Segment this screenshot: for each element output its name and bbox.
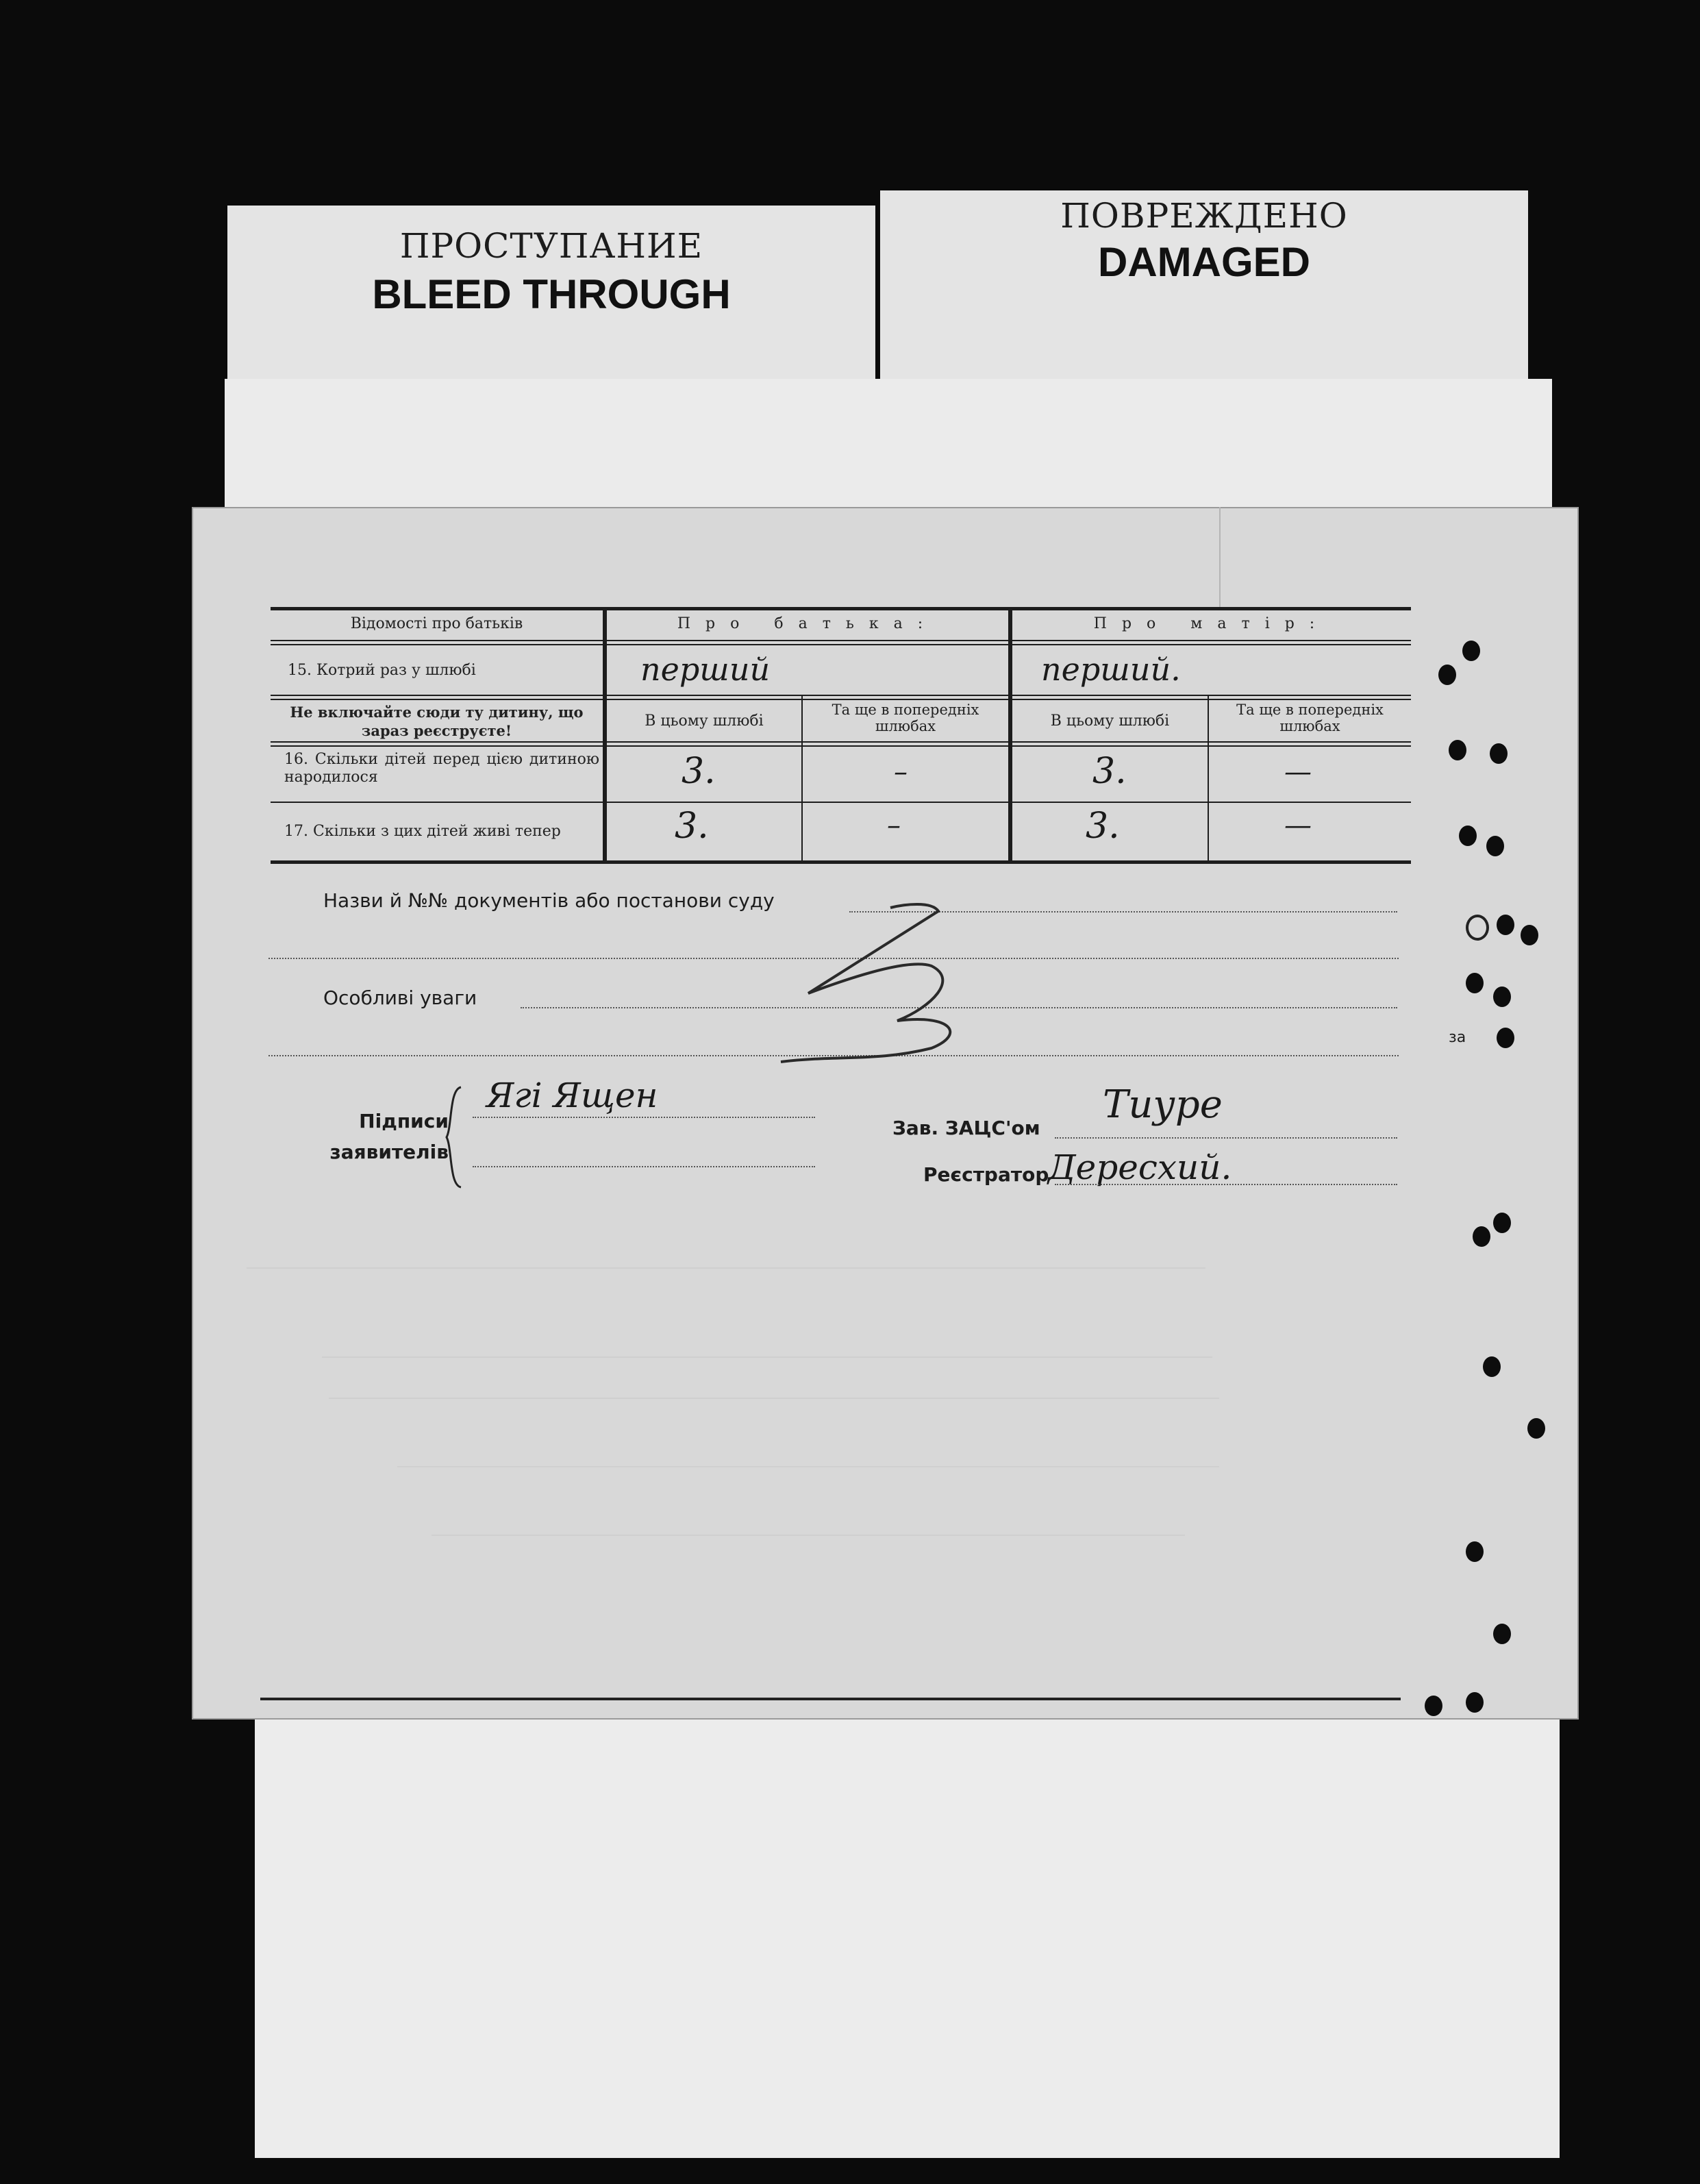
sub-previous-mother: Та ще в попередніх шлюбах <box>1236 702 1384 734</box>
row16-father-prev: – <box>894 756 908 788</box>
table-rule <box>271 699 1411 700</box>
row16-mother-prev: — <box>1284 756 1312 788</box>
punch-hole <box>1493 1213 1511 1233</box>
table-rule <box>271 802 1411 803</box>
punch-hole <box>1466 1541 1484 1562</box>
applicant-signature: Ягі Ящен <box>486 1076 658 1115</box>
bleed-through-card <box>227 206 875 387</box>
punch-hole <box>1425 1696 1442 1716</box>
table-rule <box>271 644 1411 645</box>
bleed-through-ru: ПРОСТУПАНИЕ <box>399 226 703 266</box>
backing-sheet <box>255 1685 1560 2158</box>
bleed-through-line <box>322 1356 1212 1358</box>
punch-hole <box>1466 973 1484 993</box>
sub-previous-father: Та ще в попередніх шлюбах <box>832 702 979 734</box>
punch-hole <box>1527 1418 1545 1439</box>
table-rule <box>271 695 1411 696</box>
registrar-signature: Дересхий. <box>1048 1147 1232 1187</box>
row15-mother-value: перший. <box>1041 651 1181 688</box>
table-divider <box>1008 607 1012 862</box>
notes-label: Особливі уваги <box>323 986 477 1009</box>
sub-this-marriage-mother: В цьому шлюбі <box>1050 712 1170 730</box>
row17-mother-prev: — <box>1284 810 1312 841</box>
punch-hole <box>1462 641 1480 661</box>
signatures-label-2: заявителів <box>329 1141 449 1163</box>
documents-label: Назви й №№ документів або постанови суду <box>323 889 775 912</box>
table-rule <box>271 607 1411 610</box>
punch-hole <box>1473 1226 1490 1247</box>
punch-hole <box>1493 986 1511 1007</box>
margin-note: за <box>1449 1029 1466 1046</box>
punch-hole <box>1521 925 1538 945</box>
registrar-line <box>1055 1184 1397 1185</box>
blank-strip <box>225 379 1552 523</box>
punch-hole <box>1486 836 1504 856</box>
table-rule <box>271 741 1411 743</box>
exclude-note: Не включайте сюди ту дитину, що зараз реєструєте! <box>290 704 584 739</box>
punch-hole <box>1493 1624 1511 1644</box>
table-rule <box>271 860 1411 864</box>
row15-label: 15. Котрий раз у шлюбі <box>288 662 476 679</box>
bleed-through-line <box>247 1267 1205 1269</box>
header-father: Про батька: <box>677 615 938 632</box>
sub-this-marriage-father: В цьому шлюбі <box>645 712 764 730</box>
applicant-line-2 <box>473 1166 815 1167</box>
row17-father-this: 3. <box>675 806 709 847</box>
row17-father-prev: – <box>887 810 901 841</box>
head-label: Зав. ЗАЦС'ом <box>892 1117 1040 1139</box>
punch-hole <box>1490 743 1508 764</box>
header-parents-info: Відомості про батьків <box>350 615 523 632</box>
bottom-rule <box>260 1698 1401 1700</box>
row16-label: 16. Скільки дітей перед цією дитиною народилося <box>284 751 599 786</box>
head-line <box>1055 1137 1397 1139</box>
signatures-brace <box>444 1086 464 1189</box>
table-rule <box>271 745 1411 747</box>
registry-document <box>192 507 1579 1720</box>
row16-mother-this: 3. <box>1092 751 1127 792</box>
row17-label: 17. Скільки з цих дітей живі тепер <box>284 823 561 840</box>
header-mother: Про матір: <box>1093 615 1330 632</box>
applicant-line-1 <box>473 1117 815 1118</box>
bleed-through-line <box>432 1535 1185 1536</box>
row15-father-value: перший <box>640 651 771 688</box>
row16-father-this: 3. <box>682 751 716 792</box>
punch-hole-ring <box>1466 915 1489 941</box>
bleed-through-en: BLEED THROUGH <box>372 271 731 317</box>
bleed-through-line <box>329 1398 1219 1399</box>
punch-hole <box>1459 826 1477 846</box>
crease <box>1219 507 1221 610</box>
damaged-en: DAMAGED <box>1098 239 1310 285</box>
punch-hole <box>1497 1028 1514 1048</box>
punch-hole <box>1466 1692 1484 1713</box>
punch-hole <box>1438 665 1456 685</box>
punch-hole <box>1483 1356 1501 1377</box>
row17-mother-this: 3. <box>1086 806 1120 847</box>
crossout-stroke <box>726 891 1110 1076</box>
signatures-label-1: Підписи <box>359 1110 449 1132</box>
punch-hole <box>1449 740 1466 760</box>
punch-hole <box>1497 915 1514 935</box>
head-signature: Тиуре <box>1103 1082 1223 1127</box>
table-rule <box>271 640 1411 641</box>
damaged-ru: ПОВРЕЖДЕНО <box>1060 196 1348 236</box>
registrar-label: Реєстратор <box>923 1163 1049 1186</box>
damaged-card <box>880 190 1528 386</box>
bleed-through-line <box>397 1466 1219 1467</box>
